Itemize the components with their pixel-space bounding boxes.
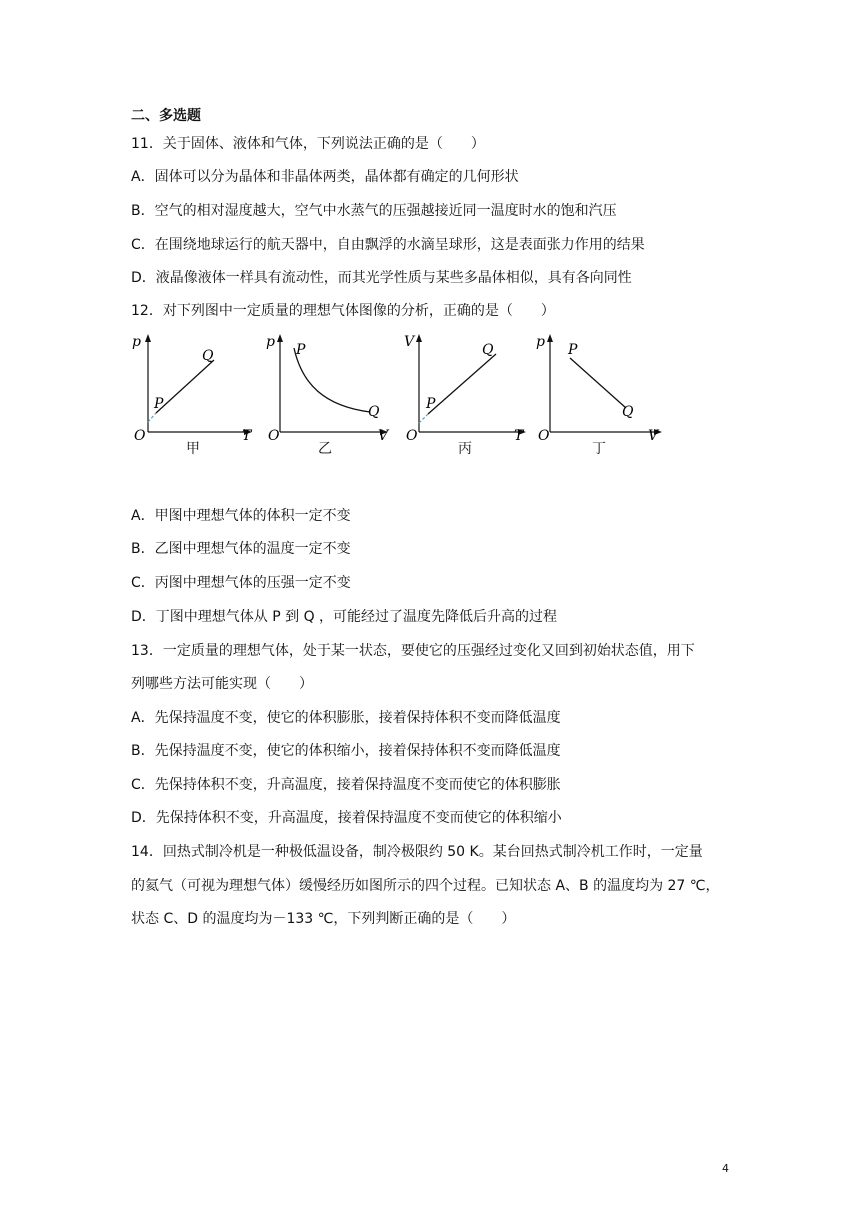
point-p-label: P [568,342,578,358]
q13-option-c: C．先保持体积不变，升高温度，接着保持温度不变而使它的体积膨胀 [131,777,561,793]
q11-option-c: C．在围绕地球运行的航天器中，自由飘浮的水滴呈球形，这是表面张力作用的结果 [131,237,645,253]
graph-caption: 甲 [186,441,200,457]
axis-label-p: p [132,334,141,350]
point-p-label: P [426,396,436,412]
q12-option-b: B．乙图中理想气体的温度一定不变 [131,541,351,557]
section-title: 二、多选题 [131,108,201,124]
q13-option-a: A．先保持温度不变，使它的体积膨胀，接着保持体积不变而降低温度 [131,710,561,726]
q13-stem-line1: 13．一定质量的理想气体，处于某一状态，要使它的压强经过变化又回到初始状态值，用下 [131,643,695,659]
q14-line2: 的氦气（可视为理想气体）缓慢经历如图所示的四个过程。已知状态 A、B 的温度均为 27 ℃， [131,878,720,894]
q12-stem: 12．对下列图中一定质量的理想气体图像的分析，正确的是（ ） [131,303,555,319]
point-q-label: Q [482,342,494,358]
graph-caption: 丁 [592,441,606,457]
graph-jia [128,332,263,462]
graph-bing [402,332,537,462]
graph-caption: 乙 [318,441,332,457]
axis-label-p: p [536,334,545,350]
q11-stem: 11．关于固体、液体和气体，下列说法正确的是（ ） [131,136,485,152]
axis-label-t: T [514,428,524,444]
graph-yi [264,332,399,462]
origin-label: O [538,428,550,444]
axis-label-t: T [242,428,252,444]
q11-option-a: A．固体可以分为晶体和非晶体两类，晶体都有确定的几何形状 [131,169,519,185]
q12-option-c: C．丙图中理想气体的压强一定不变 [131,575,351,591]
axis-label-v: V [648,428,659,444]
q13-stem-line2: 列哪些方法可能实现（ ） [131,676,313,692]
q12-option-d: D．丁图中理想气体从 P 到 Q ，可能经过了温度先降低后升高的过程 [131,609,558,625]
origin-label: O [406,428,418,444]
q11-option-d: D．液晶像液体一样具有流动性，而其光学性质与某些多晶体相似，具有各向同性 [131,270,632,286]
axis-label-v: V [378,428,389,444]
q12-graphs [128,332,688,462]
origin-label: O [268,428,280,444]
point-p-label: P [296,342,306,358]
q11-option-b: B．空气的相对湿度越大，空气中水蒸气的压强越接近同一温度时水的饱和汽压 [131,203,617,219]
q12-option-a: A．甲图中理想气体的体积一定不变 [131,508,351,524]
graph-ding [534,332,669,462]
axis-label-p: p [266,334,275,350]
page-number: 4 [722,1162,729,1175]
point-p-label: P [154,396,164,412]
q14-line3: 状态 C、D 的温度均为－133 ℃，下列判断正确的是（ ） [131,911,516,927]
q13-option-b: B．先保持温度不变，使它的体积缩小，接着保持体积不变而降低温度 [131,743,561,759]
q13-option-d: D．先保持体积不变，升高温度，接着保持温度不变而使它的体积缩小 [131,810,562,826]
graph-caption: 丙 [458,441,472,457]
point-q-label: Q [622,404,634,420]
point-q-label: Q [368,404,380,420]
axis-label-v: V [404,334,415,350]
point-q-label: Q [202,348,214,364]
q14-line1: 14．回热式制冷机是一种极低温设备，制冷极限约 50 K。某台回热式制冷机工作时，一定量 [131,844,703,860]
origin-label: O [134,428,146,444]
